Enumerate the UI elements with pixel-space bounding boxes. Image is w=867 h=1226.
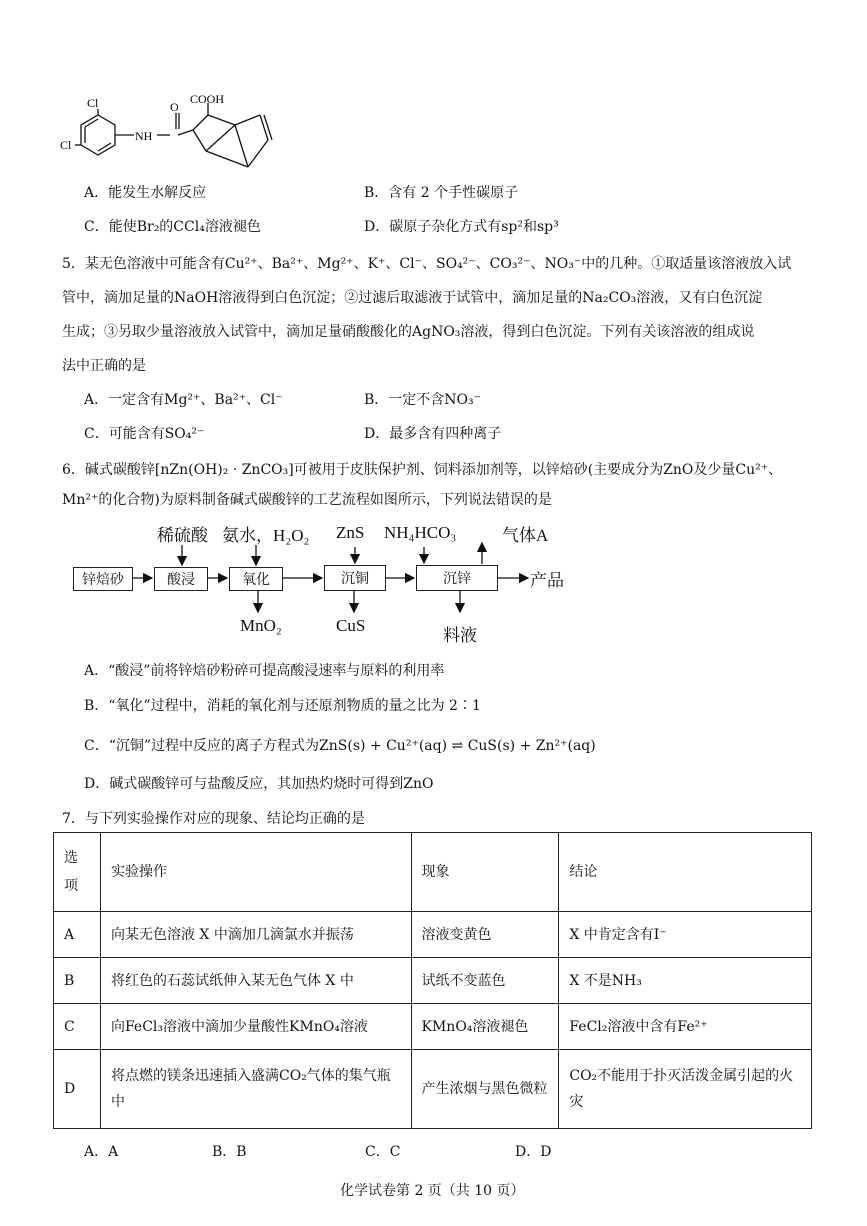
q6-option-d: D．碱式碳酸锌可与盐酸反应，其加热灼烧时可得到ZnO [84,776,434,792]
table-cell: C [54,1004,101,1050]
cooh-label: COOH [190,92,225,106]
table-cell: 向某无色溶液 X 中滴加几滴氯水并振荡 [100,912,411,958]
page-footer: 化学试卷第 2 页（共 10 页） [340,1183,525,1199]
flow-input-nh4hco3: NH₄HCO₃ [384,523,457,542]
flow-output-product: 产品 [530,571,564,590]
table-row [54,1004,812,1050]
q6-option-b: B．“氧化”过程中，消耗的氧化剂与还原剂物质的量之比为 2∶1 [84,698,481,714]
table-row [54,912,812,958]
q5-stem-line-1: 5．某无色溶液中可能含有Cu²⁺、Ba²⁺、Mg²⁺、K⁺、Cl⁻、SO₄²⁻、CO₃²⁻、NO₃⁻中的几种。①取适量该溶液放入试 [62,256,792,272]
flow-arrows [0,540,600,625]
table-cell: KMnO₄溶液褪色 [411,1004,559,1050]
table-cell: B [54,958,101,1004]
flow-box-acid-leach: 酸浸 [154,567,208,591]
q7-option-d: D．D [515,1144,552,1160]
q4-option-a: A．能发生水解反应 [84,185,207,201]
q6-stem-line-1: 6．碱式碳酸锌[nZn(OH)₂ · ZnCO₃]可被用于皮肤保护剂、饲料添加剂等，以锌焙砂(主要成分为ZnO及少量Cu²⁺、 [62,462,783,478]
q4-option-d: D．碳原子杂化方式有sp²和sp³ [364,219,559,235]
table-header-conclusion: 结论 [559,833,812,912]
cl-label-top: Cl [87,96,99,110]
q7-option-c: C．C [365,1144,401,1160]
flow-output-liquor: 料液 [443,626,477,645]
table-cell: FeCl₂溶液中含有Fe²⁺ [559,1004,812,1050]
q7-stem: 7．与下列实验操作对应的现象、结论均正确的是 [62,811,365,827]
table-header-phenomenon: 现象 [411,833,559,912]
table-row [54,958,812,1004]
q6-option-c: C．“沉铜”过程中反应的离子方程式为ZnS(s) + Cu²⁺(aq) ⇌ CuS(s) + Zn²⁺(aq) [84,738,596,754]
table-cell: 向FeCl₃溶液中滴加少量酸性KMnO₄溶液 [100,1004,411,1050]
q5-option-b: B．一定不含NO₃⁻ [364,392,482,408]
table-cell: 试纸不变蓝色 [411,958,559,1004]
experiment-table [53,832,812,1129]
table-cell: 溶液变黄色 [411,912,559,958]
nh-label: NH [135,129,153,143]
table-cell: D [54,1050,101,1129]
table-cell: CO₂不能用于扑灭活泼金属引起的火灾 [559,1050,812,1129]
q4-option-c: C．能使Br₂的CCl₄溶液褪色 [84,219,261,235]
q7-option-a: A．A [84,1144,119,1160]
table-row [54,1050,812,1129]
molecule-structure [60,85,300,180]
q6-option-a: A．“酸浸”前将锌焙砂粉碎可提高酸浸速率与原料的利用率 [84,663,445,679]
table-header-option: 选项 [54,833,101,912]
table-header-operation: 实验操作 [100,833,411,912]
q6-stem-line-2: Mn²⁺的化合物)为原料制备碱式碳酸锌的工艺流程如图所示，下列说法错误的是 [62,492,552,508]
flow-output-gas: 气体A [502,526,549,545]
flow-box-cu-precip: 沉铜 [324,565,386,591]
table-cell: A [54,912,101,958]
flow-input-zns: ZnS [336,523,365,542]
q4-option-b: B．含有 2 个手性碳原子 [364,185,519,201]
q5-stem-line-3: 生成；③另取少量溶液放入试管中，滴加足量硝酸酸化的AgNO₃溶液，得到白色沉淀。下列有关该溶液的组成说 [62,324,755,340]
table-cell: 将红色的石蕊试纸伸入某无色气体 X 中 [100,958,411,1004]
q5-option-c: C．可能含有SO₄²⁻ [84,426,205,442]
o-label: O [170,100,179,114]
table-cell: 将点燃的镁条迅速插入盛满CO₂气体的集气瓶中 [100,1050,411,1129]
table-cell: X 不是NH₃ [559,958,812,1004]
table-cell: X 中肯定含有I⁻ [559,912,812,958]
cl-label-left: Cl [60,138,72,152]
flow-output-cus: CuS [336,616,366,635]
flow-input-acid: 稀硫酸 [157,526,208,545]
q5-option-d: D．最多含有四种离子 [364,426,502,442]
flow-box-oxidation: 氧化 [229,567,283,591]
flow-box-raw: 锌焙砂 [73,567,133,591]
q5-option-a: A．一定含有Mg²⁺、Ba²⁺、Cl⁻ [84,392,283,408]
q5-stem-line-2: 管中，滴加足量的NaOH溶液得到白色沉淀；②过滤后取滤液于试管中，滴加足量的Na₂CO₃溶液，又有白色沉淀 [62,290,763,306]
table-header-row [54,833,812,912]
flow-output-mno2: MnO₂ [240,616,282,635]
flow-input-oxidant: 氨水，H₂O₂ [222,526,310,545]
flow-box-zn-precip: 沉锌 [416,565,498,591]
table-cell: 产生浓烟与黑色微粒 [411,1050,559,1129]
q5-stem-line-4: 法中正确的是 [62,358,146,374]
q7-option-b: B．B [212,1144,247,1160]
